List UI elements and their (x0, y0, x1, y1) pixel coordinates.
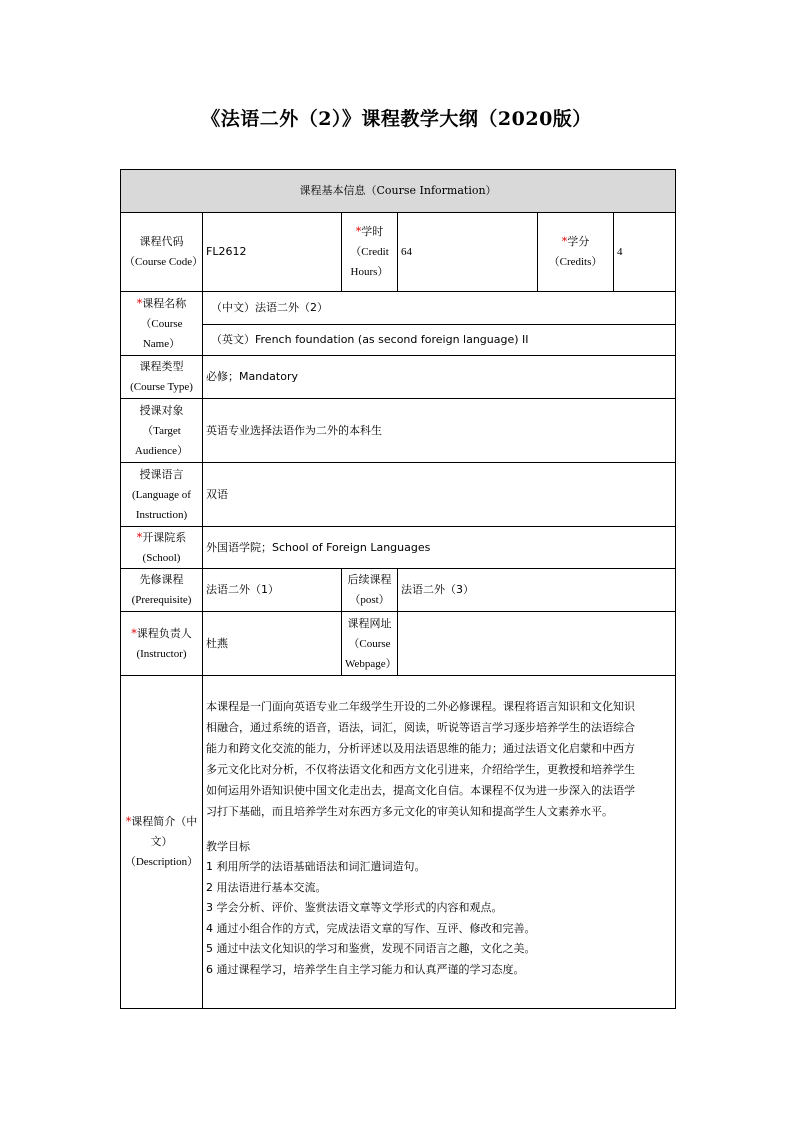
description-line: 相融合，通过系统的语音，语法，词汇，阅读，听说等语言学习逐步培养学生的法语综合 (206, 721, 635, 734)
row-instructor (121, 612, 676, 676)
row-description (121, 676, 676, 1009)
description-line: 本课程是一门面向英语专业二年级学生开设的二外必修课程。课程将语言知识和文化知识 (206, 700, 635, 713)
credits-value: 4 (614, 213, 676, 292)
document-title: 《法语二外（2）》课程教学大纲（2020版） (201, 108, 592, 130)
course-code-label-cn: 课程代码 (139, 235, 184, 248)
required-mark: * (131, 626, 137, 640)
post-label-cn: 后续课程 (347, 573, 392, 586)
course-name-en-value: （英文）French foundation (as second foreign language) II (203, 325, 676, 356)
course-name-label-cn: 课程名称 (142, 296, 187, 310)
description-value (203, 676, 676, 1009)
course-type-label (121, 356, 203, 399)
credits-label (538, 213, 614, 292)
school-label-cn: 开课院系 (142, 530, 187, 544)
course-name-cn-value: （中文）法语二外（2） (203, 292, 676, 325)
goal-item: 6 通过课程学习，培养学生自主学习能力和认真严谨的学习态度。 (206, 962, 525, 976)
required-mark: * (125, 815, 132, 828)
audience-label-cn: 授课对象 (139, 403, 184, 417)
post-label-en: （post） (349, 594, 390, 606)
required-mark: * (355, 225, 362, 238)
description-line: 如何运用外语知识使中国文化走出去，提高文化自信。本课程不仅为进一步深入的法语学 (206, 784, 635, 797)
language-value: 双语 (203, 463, 676, 527)
course-name-label (121, 292, 203, 356)
goal-item: 3 学会分析、评价、鉴赏法语文章等文学形式的内容和观点。 (206, 901, 503, 914)
description-line: 多元文化比对分析，不仅将法语文化和西方文化引进来，介绍给学生，更教授和培养学生 (206, 763, 635, 776)
course-type-label-cn: 课程类型 (139, 360, 184, 373)
course-type-label-en: (Course Type) (130, 381, 193, 393)
row-audience (121, 399, 676, 463)
course-name-label-en-2: Name） (142, 337, 181, 350)
goal-item: 4 通过小组合作的方式，完成法语文章的写作、互评、修改和完善。 (206, 921, 536, 935)
hours-label-en-2: Hours） (350, 266, 389, 278)
course-info-table (120, 169, 676, 1009)
webpage-label (342, 612, 398, 676)
row-course-name-en (121, 325, 676, 356)
webpage-label-cn: 课程网址 (347, 616, 392, 630)
school-label (121, 527, 203, 569)
webpage-label-en-1: （Course (348, 637, 391, 650)
audience-label-en-1: （Target (142, 424, 181, 437)
post-label (342, 569, 398, 612)
row-course-name-cn (121, 292, 676, 325)
language-label-en-2: Instruction) (135, 508, 188, 521)
prerequisite-label (121, 569, 203, 612)
row-course-code (121, 213, 676, 292)
credits-label-en: （Credits） (548, 256, 603, 268)
description-line: 能力和跨文化交流的能力，分析评述以及用法语思维的能力；通过法语文化启蒙和中西方 (206, 742, 635, 755)
goal-item: 5 通过中法文化知识的学习和鉴赏，发现不同语言之趣，文化之美。 (206, 942, 536, 955)
required-mark: * (136, 530, 143, 544)
required-mark: * (561, 235, 568, 248)
school-label-en: (School) (142, 551, 181, 564)
description-label-cn-2: 文） (150, 835, 173, 848)
hours-value: 64 (398, 213, 538, 292)
description-label-cn-1: 课程简介（中 (131, 815, 198, 828)
audience-label-en-2: Audience） (134, 444, 189, 457)
course-code-label (121, 213, 203, 292)
description-label (121, 676, 203, 1009)
hours-label-en-1: （Credit (350, 246, 389, 258)
row-prerequisite (121, 569, 676, 612)
row-language (121, 463, 676, 527)
row-course-type (121, 356, 676, 399)
prerequisite-value: 法语二外（1） (203, 569, 342, 612)
webpage-value (398, 612, 676, 676)
hours-label (342, 213, 398, 292)
table-header-row (121, 170, 676, 213)
audience-value: 英语专业选择法语作为二外的本科生 (203, 399, 676, 463)
goals-title: 教学目标 (206, 840, 250, 853)
language-label-cn: 授课语言 (139, 467, 184, 481)
instructor-label-cn: 课程负责人 (136, 626, 192, 640)
description-label-en: （Description） (124, 856, 199, 868)
row-school (121, 527, 676, 569)
webpage-label-en-2: Webpage） (345, 657, 397, 670)
language-label-en-1: (Language of (132, 488, 191, 501)
post-value: 法语二外（3） (398, 569, 676, 612)
table-header: 课程基本信息（Course Information） (121, 170, 676, 213)
course-type-value: 必修；Mandatory (203, 356, 676, 399)
prerequisite-label-en: (Prerequisite) (131, 594, 192, 606)
course-name-label-en-1: （Course (140, 317, 183, 330)
credits-label-cn: 学分 (567, 235, 590, 248)
instructor-label-en: (Instructor) (136, 647, 187, 660)
description-line: 习打下基础，而且培养学生对东西方多元文化的审美认知和提高学生人文素养水平。 (206, 805, 613, 818)
hours-label-cn: 学时 (361, 225, 384, 238)
instructor-value: 杜燕 (203, 612, 342, 676)
instructor-label (121, 612, 203, 676)
goal-item: 2 用法语进行基本交流。 (206, 880, 327, 894)
course-code-value: FL2612 (203, 213, 342, 292)
course-code-label-en: （Course Code） (124, 256, 204, 268)
language-label (121, 463, 203, 527)
required-mark: * (136, 296, 143, 310)
prerequisite-label-cn: 先修课程 (139, 573, 184, 586)
audience-label (121, 399, 203, 463)
goal-item: 1 利用所学的法语基础语法和词汇遣词造句。 (206, 860, 426, 873)
school-value: 外国语学院；School of Foreign Languages (203, 527, 676, 569)
